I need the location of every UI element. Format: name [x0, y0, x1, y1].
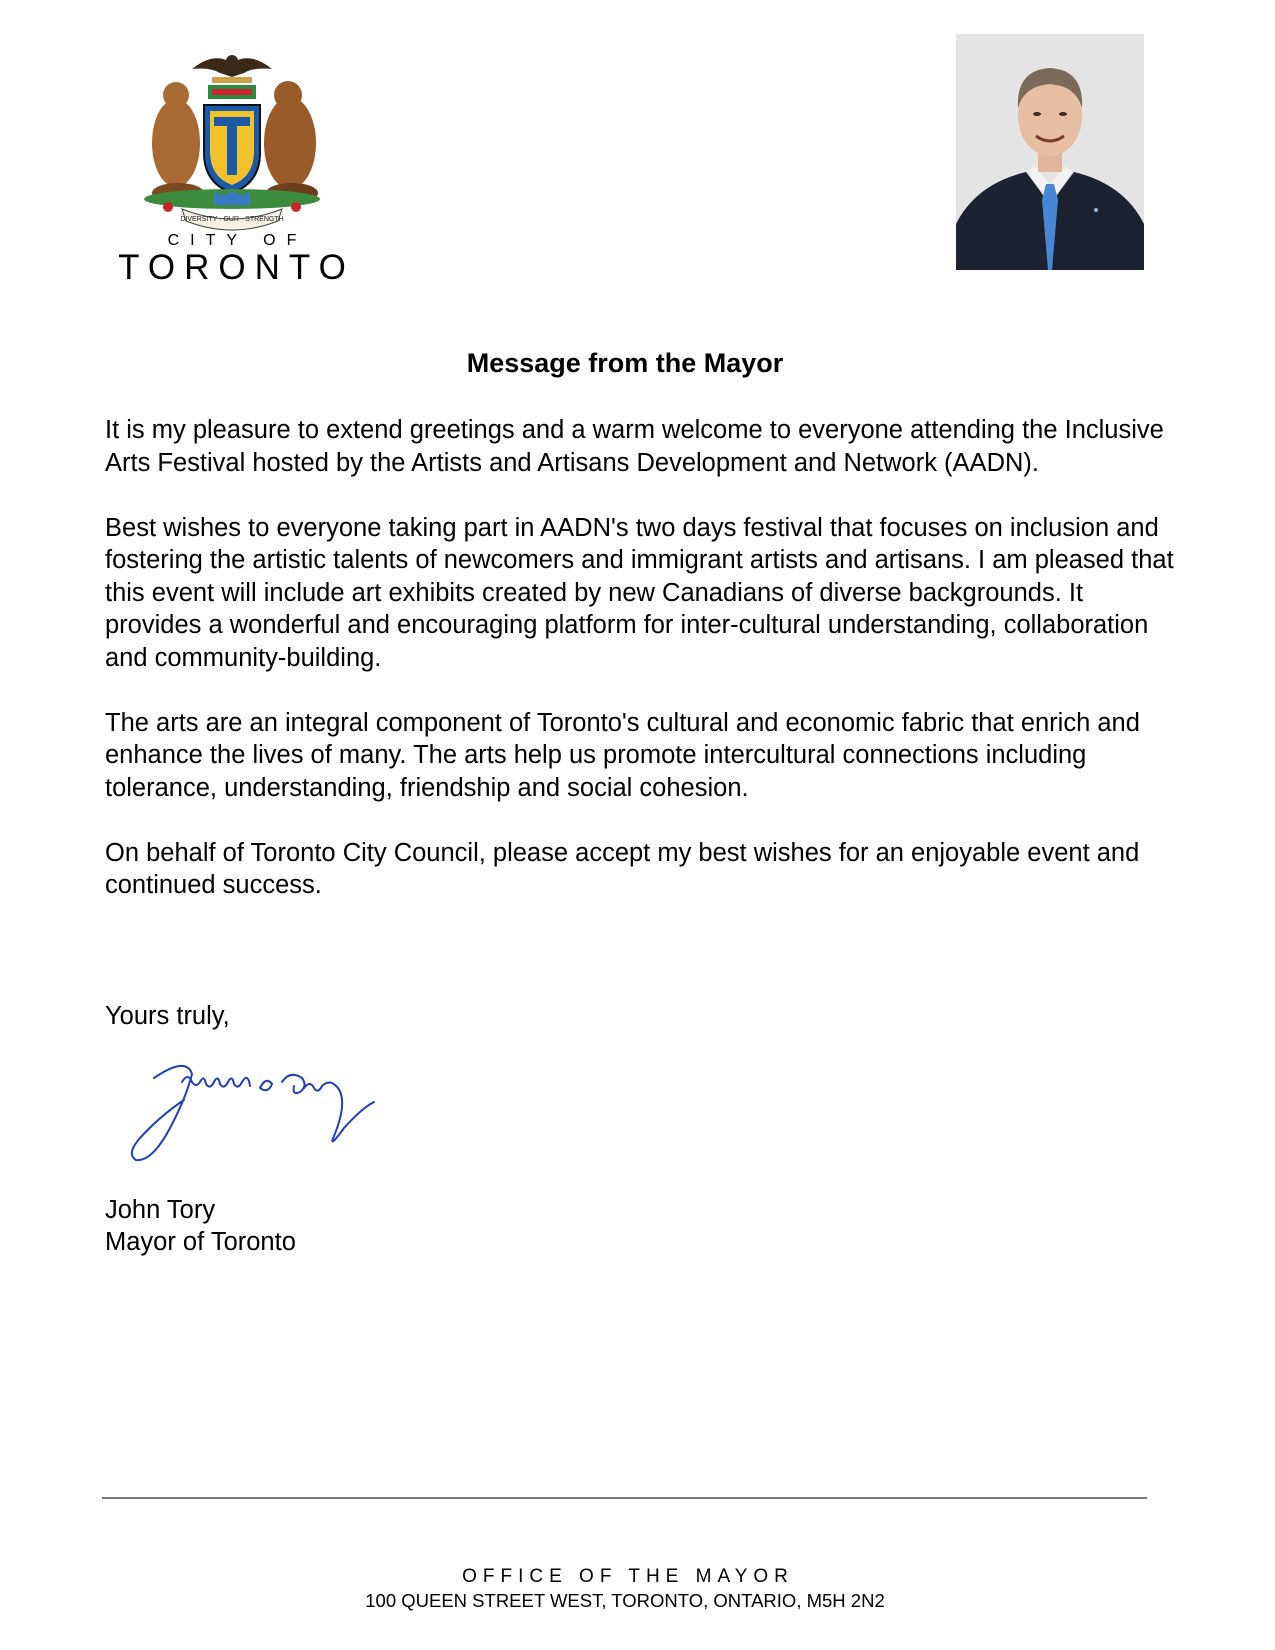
portrait-icon — [956, 34, 1144, 270]
paragraph: The arts are an integral component of Toronto's cultural and economic fabric that enrich and enhance the lives of many. The arts help us promote intercultural connections including tolerance, understanding, friendship and social cohesion. — [105, 708, 1140, 802]
right-bear-icon — [264, 81, 318, 203]
shield-icon — [204, 105, 260, 193]
eagle-icon — [192, 55, 272, 83]
signer-block — [105, 1194, 296, 1258]
mayor-portrait — [956, 34, 1144, 270]
left-beaver-icon — [152, 82, 204, 203]
logo-toronto-text: TORONTO — [118, 248, 355, 287]
signer-title: Mayor of Toronto — [105, 1228, 296, 1256]
footer-address: 100 QUEEN STREET WEST, TORONTO, ONTARIO, M5H 2N2 — [365, 1590, 885, 1611]
signer-name: John Tory — [105, 1196, 216, 1224]
page-title: Message from the Mayor — [466, 348, 784, 378]
city-of-toronto-logo — [104, 33, 360, 291]
footer-office: OFFICE OF THE MAYOR — [462, 1566, 794, 1587]
paragraph: Best wishes to everyone taking part in AADN's two days festival that focuses on inclusion and fostering the artistic talents of newcomers and immigrant artists and artisans. I am pleased that this event will include art exhibits created by new Canadians of diverse backgrounds. It provides a wonderful and encouraging platform for inter-cultural understanding, collaboration and community-building. — [105, 513, 1174, 672]
svg-text:DIVERSITY · OUR · STRENGTH: DIVERSITY · OUR · STRENGTH — [180, 216, 284, 223]
paragraph: On behalf of Toronto City Council, please accept my best wishes for an enjoyable event and continued success. — [105, 838, 1140, 899]
letter-body — [105, 414, 1185, 934]
logo-city-of-text: CITY OF — [167, 232, 308, 249]
closing-text: Yours truly, — [105, 1002, 230, 1030]
footer-divider — [102, 1497, 1147, 1499]
coat-of-arms-icon — [104, 33, 360, 233]
signature-icon — [126, 1058, 406, 1183]
paragraph: It is my pleasure to extend greetings and a warm welcome to everyone attending the Inclusive Arts Festival hosted by the Artists and Artisans Development and Network (AADN). — [105, 416, 1164, 477]
